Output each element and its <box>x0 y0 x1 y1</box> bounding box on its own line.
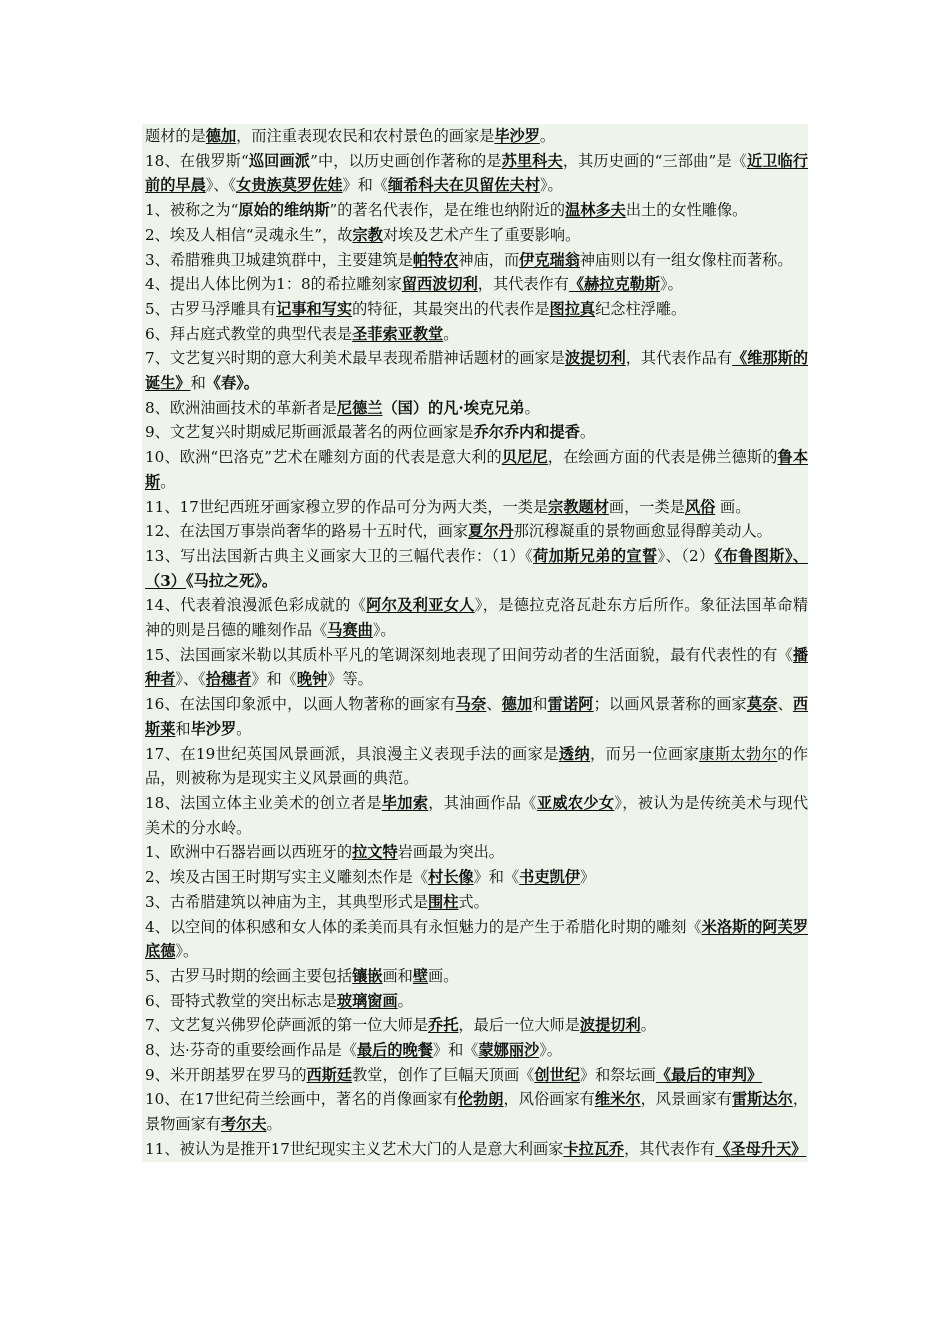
keyword-answer: 波提切利 <box>564 349 626 368</box>
text-run: ，其代表作有 <box>477 275 569 294</box>
keyword-answer: 尼德兰 <box>336 398 383 417</box>
note-paragraph <box>142 915 808 964</box>
note-paragraph <box>142 149 808 198</box>
note-paragraph <box>142 322 808 347</box>
text-run: ；以画风景著称的画家 <box>593 695 747 714</box>
text-run: 9、文艺复兴时期威尼斯画派最著名的两位画家是 <box>145 423 474 442</box>
text-run: 岩画最为突出。 <box>397 843 504 862</box>
text-run: 》。 <box>539 176 563 195</box>
keyword-answer: 书吏凯伊 <box>519 868 580 887</box>
keyword-answer: 宗教 <box>352 225 383 244</box>
text-run: ，其历史画的“三部曲”是《 <box>562 151 747 170</box>
keyword-answer: 米洛斯的阿芙罗底德 <box>145 917 809 961</box>
keyword-answer: 玻璃窗画 <box>336 991 398 1010</box>
note-paragraph <box>142 396 808 421</box>
text-run: 10、在17世纪荷兰绘画中，著名的肖像画家有 <box>145 1090 458 1109</box>
text-run: 》、（2） <box>657 546 715 565</box>
note-paragraph <box>142 124 808 149</box>
note-paragraph <box>142 1063 808 1088</box>
text-run: 》。 <box>372 621 396 640</box>
text-run: 出土的女性雕像。 <box>625 201 748 220</box>
text-run: 神庙，而 <box>458 250 520 269</box>
keyword-answer: 记事和写实 <box>276 299 353 318</box>
text-run: 那沉穆凝重的景物画愈显得醇美动人。 <box>513 522 772 541</box>
text-run: 。 <box>160 472 176 491</box>
text-run: 》，被认为是传统美术与现代美术的分水岭。 <box>145 793 809 837</box>
text-run: 和 <box>532 695 548 714</box>
keyword-answer: 西斯廷 <box>306 1065 353 1084</box>
keyword-answer: 温林多夫 <box>565 201 626 220</box>
bold-term: 巡回画派 <box>248 151 311 170</box>
keyword-answer: 、（3） <box>145 546 808 590</box>
text-run: 12、在法国万事崇尚奢华的路易十五时代，画家 <box>145 522 469 541</box>
text-run: 、 <box>486 695 502 714</box>
keyword-answer: 夏尔丹 <box>468 522 514 541</box>
text-run: 5、古罗马时期的绘画主要包括 <box>145 966 353 985</box>
text-run: 17、在19世纪英国风景画派，具浪漫主义表现手法的画家是 <box>145 744 559 763</box>
note-paragraph <box>142 544 808 593</box>
keyword-answer: 亚威农少女 <box>536 793 615 812</box>
bold-term: 原始的维纳斯 <box>238 201 330 220</box>
text-run: 5、古罗马浮雕具有 <box>145 299 277 318</box>
text-run: 3、希腊雅典卫城建筑群中，主要建筑是 <box>145 250 413 269</box>
text-run: 。 <box>443 324 459 343</box>
text-run: 18、在俄罗斯“ <box>145 151 249 170</box>
keyword-answer: 鲁本斯 <box>145 448 809 491</box>
text-run: 。 <box>236 719 252 738</box>
keyword-answer: 壁 <box>412 966 429 985</box>
text-run: 4、以空间的体积感和女人体的柔美而具有永恒魅力的是产生于希腊化时期的雕刻《 <box>145 917 702 936</box>
text-run: 》。 <box>539 1041 562 1060</box>
keyword-answer: 卡拉瓦乔 <box>563 1139 625 1158</box>
text-run: 》和《 <box>432 1041 479 1060</box>
text-run: 11、被认为是推开17世纪现实主义艺术大门的人是意大利画家 <box>145 1139 564 1158</box>
text-run: ，其代表作有 <box>624 1139 716 1158</box>
keyword-answer: 贝尼尼 <box>501 448 548 467</box>
text-run: ，风俗画家有 <box>503 1090 595 1109</box>
text-run: ”中，以历史画创作著称的是 <box>310 151 502 170</box>
note-paragraph <box>142 742 808 791</box>
text-run: 》和祭坛画 <box>579 1065 656 1084</box>
keyword-answer: 透纳 <box>558 744 591 763</box>
note-paragraph <box>142 272 808 297</box>
keyword-answer: 莫奈 <box>746 695 778 714</box>
note-paragraph <box>142 223 808 248</box>
text-run: 》和《 <box>342 176 388 195</box>
text-run: 》和《 <box>473 868 520 887</box>
text-run: 8、达·芬奇的重要绘画作品是《 <box>145 1041 357 1060</box>
text-run: 18、法国立体主业美术的创立者是 <box>145 793 382 812</box>
bold-term: 毕沙罗 <box>190 719 237 738</box>
keyword-answer: 女贵族莫罗佐娃 <box>236 176 343 195</box>
keyword-answer: 《最后的审判》 <box>655 1065 763 1084</box>
bold-term: （国）的凡·埃克兄弟 <box>382 398 525 417</box>
text-run: 14、代表着浪漫派色彩成就的《 <box>145 596 367 615</box>
bold-term: 乔尔乔内和提香 <box>473 423 580 442</box>
keyword-answer: 拾穗者 <box>205 670 252 689</box>
text-run: 10、欧洲“巴洛克”艺术在雕刻方面的代表是意大利的 <box>145 448 502 467</box>
text-run: 15、法国画家米勒以其质朴平凡的笔调深刻地表现了田间劳动者的生活面貌，最有代表性的有《 <box>145 645 793 664</box>
text-run: 》 <box>579 868 596 887</box>
keyword-answer: 毕加索 <box>381 793 429 812</box>
text-run: 。 <box>539 127 556 145</box>
note-paragraph <box>142 593 808 642</box>
text-run: 纪念柱浮雕。 <box>595 299 687 318</box>
text-run: ，景物画家有 <box>145 1090 809 1134</box>
text-run: 画。 <box>428 966 459 985</box>
keyword-answer: 图拉真 <box>549 299 596 318</box>
keyword-answer: 马赛曲 <box>327 621 373 640</box>
text-run: 13、写出法国新古典主义画家大卫的三幅代表作：（1）《 <box>145 546 534 565</box>
keyword-answer: 蒙娜丽沙 <box>478 1041 540 1060</box>
text-run: 教堂，创作了巨幅天顶画《 <box>352 1065 535 1084</box>
text-run: ，其油画作品《 <box>428 793 537 812</box>
note-paragraph <box>142 420 808 445</box>
text-run: 6、拜占庭式教堂的典型代表是 <box>145 324 353 343</box>
text-run: 》、《 <box>205 176 237 195</box>
text-run: 9、米开朗基罗在罗马的 <box>145 1065 307 1084</box>
keyword-answer: 伦勃朗 <box>457 1090 504 1109</box>
text-run: 。 <box>524 398 540 417</box>
text-run: 》等。 <box>327 670 373 689</box>
keyword-answer: 德加 <box>205 127 237 145</box>
keyword-answer: 镶嵌 <box>352 966 383 985</box>
note-paragraph <box>142 791 808 840</box>
text-run: 式。 <box>458 892 489 911</box>
note-paragraph <box>142 890 808 915</box>
text-run: 》，是德拉克洛瓦赴东方后所作。象征法国革命精神的则是吕德的雕刻作品《 <box>145 596 809 640</box>
text-run: ，而注重表现农民和农村景色的画家是 <box>236 127 495 145</box>
keyword-answer: 考尔夫 <box>220 1115 267 1134</box>
bold-term: 《马拉之死》。 <box>185 571 278 590</box>
underlined-term: 康斯太勃尔 <box>699 744 778 763</box>
text-run: ，而另一位画家 <box>590 744 700 763</box>
keyword-answer: 最后的晚餐 <box>356 1041 433 1060</box>
note-paragraph <box>142 248 808 273</box>
keyword-answer: 维米尔 <box>594 1090 641 1109</box>
keyword-answer: 宗教题材 <box>548 497 609 516</box>
note-paragraph <box>142 692 808 741</box>
keyword-answer: 《维那斯的诞生》 <box>145 349 809 393</box>
text-run: 画，一类是 <box>608 497 685 516</box>
keyword-answer: 帕特农 <box>412 250 459 269</box>
text-run: 题材的是 <box>145 127 206 145</box>
text-run: 1、被称之为“ <box>145 201 239 220</box>
text-run: 。 <box>266 1115 282 1134</box>
note-paragraph <box>142 964 808 989</box>
note-paragraph <box>142 1038 808 1063</box>
keyword-answer: 《赫拉克勒斯 <box>568 275 660 294</box>
note-paragraph <box>142 865 808 890</box>
text-run: 》。 <box>175 942 199 961</box>
keyword-answer: 风俗 <box>684 497 716 516</box>
keyword-answer: 圣菲索亚教堂 <box>352 324 444 343</box>
note-paragraph <box>142 643 808 692</box>
text-run: 和 <box>190 374 206 393</box>
text-run: 2、埃及古国王时期写实主义雕刻杰作是《 <box>145 868 429 887</box>
bold-term: 《春》。 <box>205 374 259 393</box>
text-run: ，最后一位大师是 <box>458 1016 580 1035</box>
keyword-answer: 近卫临行前的早晨 <box>145 151 809 195</box>
text-run: 、 <box>777 695 793 714</box>
text-run: 4、提出人体比例为1：8的希拉雕刻家 <box>145 275 402 294</box>
note-paragraph <box>142 1087 808 1136</box>
keyword-answer: 围柱 <box>428 892 459 911</box>
text-run: ，风景画家有 <box>640 1090 732 1109</box>
keyword-answer: 留西波切利 <box>401 275 478 294</box>
keyword-answer: 雷诺阿 <box>547 695 594 714</box>
text-run: 画。 <box>715 497 751 516</box>
keyword-answer: 毕沙罗 <box>494 127 540 145</box>
text-run: 。 <box>640 1016 656 1035</box>
text-run: 的特征，其最突出的代表作是 <box>352 299 550 318</box>
text-run: 画和 <box>382 966 413 985</box>
note-paragraph <box>142 346 808 395</box>
keyword-answer: 阿尔及利亚女人 <box>366 596 475 615</box>
text-run: 对埃及艺术产生了重要影响。 <box>382 225 581 244</box>
text-run: 2、埃及人相信“灵魂永生”，故 <box>145 225 353 244</box>
keyword-answer: 《布鲁图斯》 <box>714 546 793 565</box>
note-paragraph <box>142 519 808 544</box>
text-run: ，其代表作品有 <box>625 349 733 368</box>
text-run: 》和《 <box>251 670 297 689</box>
text-run: 3、古希腊建筑以神庙为主，其典型形式是 <box>145 892 429 911</box>
keyword-answer: 雷斯达尔 <box>731 1090 793 1109</box>
text-run: 》、《 <box>175 670 206 689</box>
keyword-answer: 马奈 <box>455 695 487 714</box>
text-run: 7、文艺复兴佛罗伦萨画派的第一位大师是 <box>145 1016 429 1035</box>
text-run: 》。 <box>660 275 683 294</box>
text-run: ”的著名代表作，是在维也纳附近的 <box>329 201 566 220</box>
keyword-answer: 村长像 <box>428 868 474 887</box>
text-run: 6、哥特式教堂的突出标志是 <box>145 991 337 1010</box>
keyword-answer: 缅希科夫在贝留佐夫村 <box>388 176 540 195</box>
keyword-answer: 晚钟 <box>296 670 328 689</box>
text-run: 1、欧洲中石器岩画以西班牙的 <box>145 843 353 862</box>
note-paragraph <box>142 1137 808 1162</box>
keyword-answer: 波提切利 <box>579 1016 641 1035</box>
keyword-answer: 荷加斯兄弟的宣誓 <box>533 546 658 565</box>
keyword-answer: 苏里科夫 <box>501 151 563 170</box>
keyword-answer: 《圣母升天》 <box>715 1139 807 1158</box>
text-run: 神庙则以有一组女像柱而著称。 <box>579 250 793 269</box>
text-run: 。 <box>579 423 596 442</box>
keyword-answer: 播种者 <box>145 645 808 689</box>
keyword-answer: 拉文特 <box>352 843 398 862</box>
text-run: 11、17世纪西班牙画家穆立罗的作品可分为两大类，一类是 <box>145 497 549 516</box>
keyword-answer: 乔托 <box>428 1016 459 1035</box>
note-paragraph <box>142 840 808 865</box>
note-paragraph <box>142 297 808 322</box>
note-paragraph <box>142 198 808 223</box>
study-notes-text <box>142 124 808 1162</box>
note-paragraph <box>142 495 808 520</box>
note-paragraph <box>142 445 808 494</box>
keyword-answer: 创世纪 <box>534 1065 580 1084</box>
keyword-answer: 德加 <box>501 695 533 714</box>
text-run: 。 <box>397 991 413 1010</box>
text-run: 16、在法国印象派中，以画人物著称的画家有 <box>145 695 456 714</box>
text-run: 7、文艺复兴时期的意大利美术最早表现希腊神话题材的画家是 <box>145 349 565 368</box>
text-run: ，在绘画方面的代表是佛兰德斯的 <box>547 448 778 467</box>
text-run: 和 <box>175 719 191 738</box>
text-run: 8、欧洲油画技术的革新者是 <box>145 398 337 417</box>
text-run: 的作品，则被称为是现实主义风景画的典范。 <box>145 744 809 788</box>
keyword-answer: 伊克瑞翁 <box>519 250 580 269</box>
note-paragraph <box>142 989 808 1014</box>
note-paragraph <box>142 1013 808 1038</box>
keyword-answer: 西斯莱 <box>145 695 809 738</box>
